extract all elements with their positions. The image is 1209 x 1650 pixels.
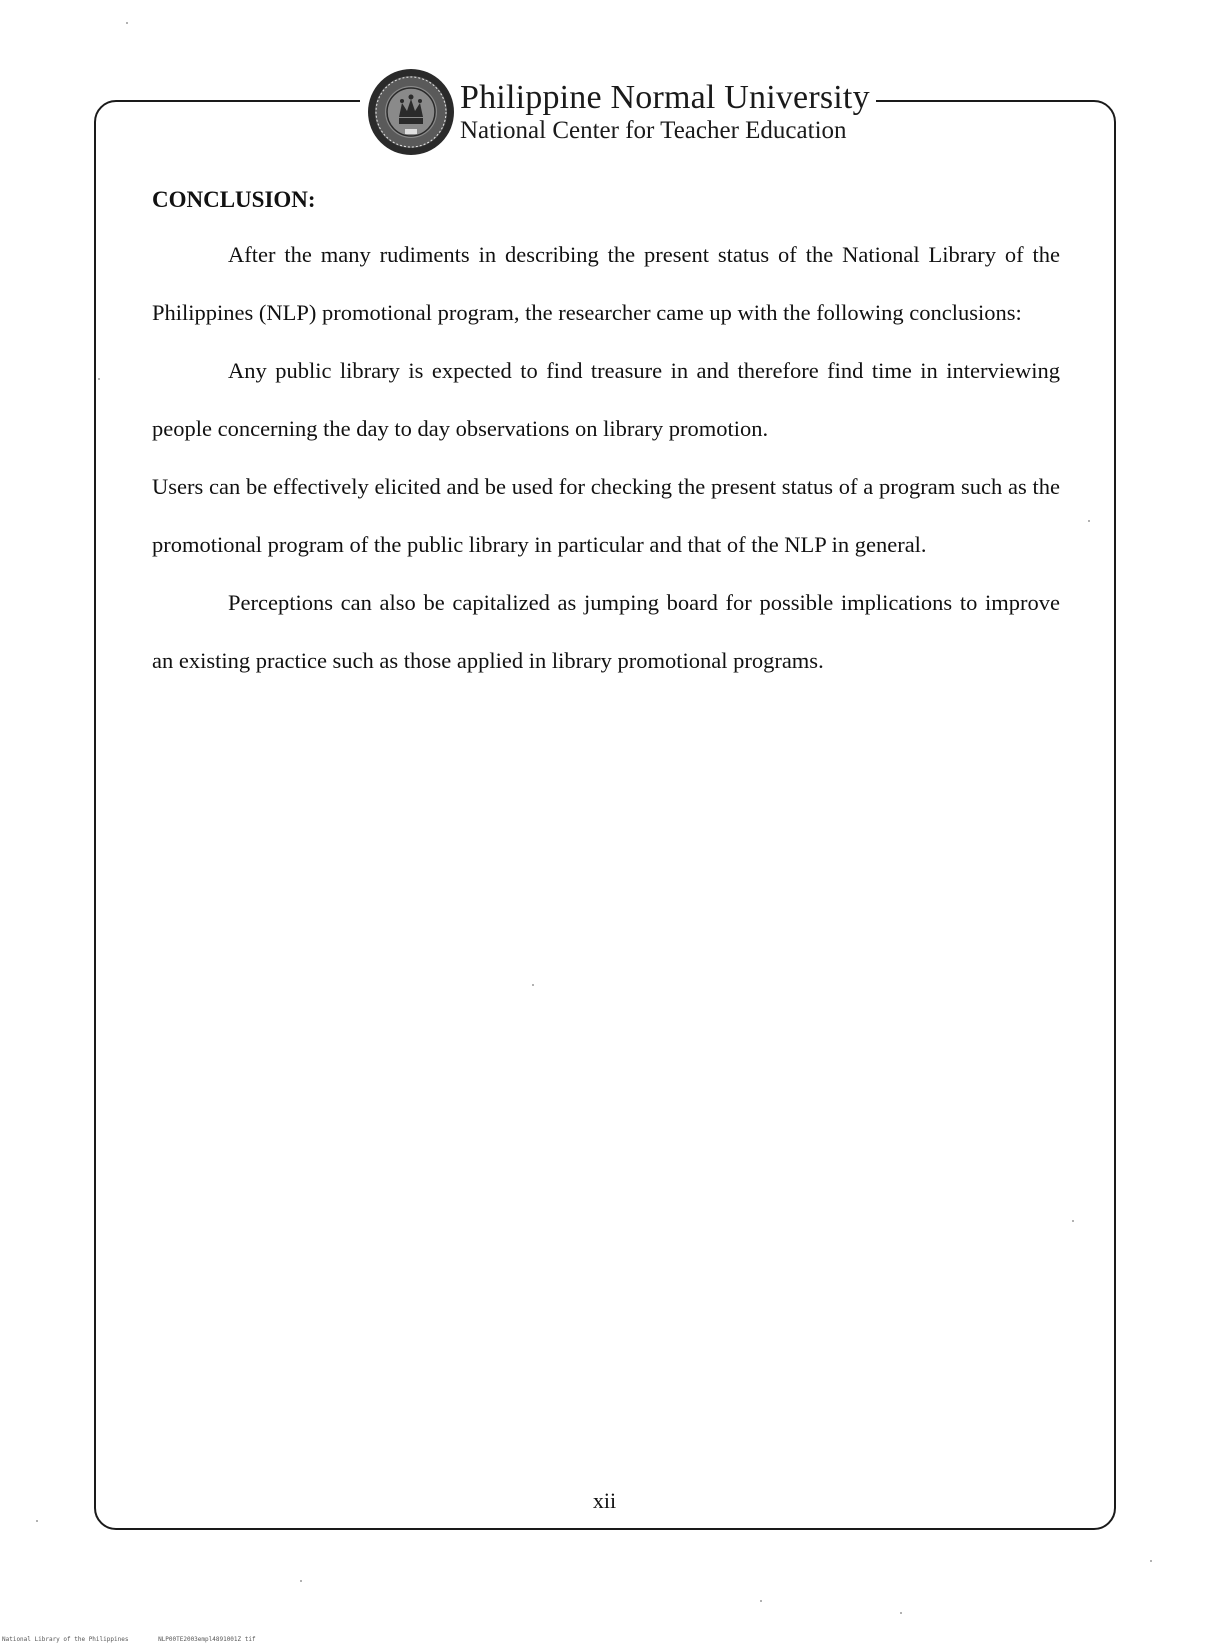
university-subtitle: National Center for Teacher Education	[460, 116, 847, 144]
scan-speck	[1088, 520, 1090, 522]
scan-speck	[36, 1520, 38, 1522]
scan-speck	[532, 984, 534, 986]
letterhead	[360, 62, 876, 162]
scan-speck	[760, 1600, 762, 1602]
page-number: xii	[592, 1488, 617, 1513]
paragraph-users: Users can be effectively elicited and be used for checking the present status of a program such as the promotional program of the public library in particular and that of the NLP in general.	[152, 474, 1060, 557]
scan-speck	[1072, 1220, 1074, 1222]
scan-footer	[2, 1636, 282, 1643]
paragraph-perceptions: Perceptions can also be capitalized as jumping board for possible implications to improve an existing practice such as those applied in library promotional programs.	[152, 590, 1060, 673]
university-name: Philippine Normal University	[460, 79, 870, 117]
paragraph-intro: After the many rudiments in describing the present status of the National Library of the Philippines (NLP) promotional program, the researcher came up with the following conclusions:	[152, 242, 1060, 325]
scan-speck	[1150, 1560, 1152, 1562]
scan-speck	[126, 22, 128, 24]
letterhead-text	[460, 80, 870, 144]
document-body	[152, 182, 1060, 690]
scan-speck	[900, 1612, 902, 1614]
scan-speck	[98, 378, 100, 380]
paragraph-public-library: Any public library is expected to find treasure in and therefore find time in interviewing people concerning the day to day observations on library promotion.	[152, 358, 1060, 441]
footer-source: National Library of the Philippines	[2, 1636, 129, 1643]
section-heading: CONCLUSION:	[152, 187, 316, 212]
university-seal-icon	[366, 67, 456, 157]
footer-file-id: NLP00TE2003empl4891001Z tif	[158, 1636, 256, 1643]
scan-speck	[300, 1580, 302, 1582]
